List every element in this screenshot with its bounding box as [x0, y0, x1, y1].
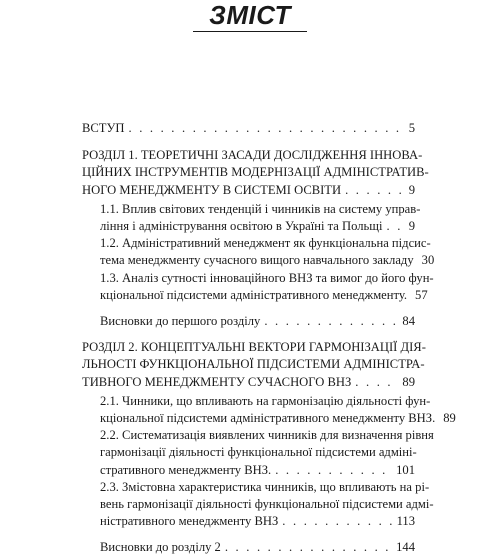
toc-entry-section-1-1[interactable]: [82, 201, 421, 235]
dot-leader: [345, 182, 405, 199]
toc-page-number: 5: [408, 121, 415, 135]
dot-leader: [282, 513, 392, 530]
toc-entry-text: тема менеджменту сучасного вищого навчального закладу: [100, 253, 414, 268]
toc-entry-text: кціональної підсистеми адміністративного менеджменту ВНЗ.: [100, 411, 436, 426]
toc-page-number: 101: [396, 462, 415, 477]
dot-leader: [225, 539, 392, 556]
dot-leader: [264, 313, 398, 330]
toc-entry-text: 1.3. Аналіз сутності інноваційного ВНЗ та вимог до його фун-: [100, 270, 434, 285]
toc-entry-text: стративного менеджменту ВНЗ.: [100, 462, 272, 477]
toc-entry-text: 1.1. Вплив світових тенденцій і чинників на систему управ-: [100, 201, 421, 216]
toc-entry-text: 2.3. Змістовна характеристика чинників, що впливають на рі-: [100, 479, 430, 494]
toc-entry-text: ВСТУП: [82, 121, 125, 135]
toc-page-number: 30: [421, 253, 435, 268]
dot-leader: [129, 120, 405, 137]
toc-page-number: 89: [402, 374, 415, 389]
toc-entry-text: Висновки до першого розділу: [100, 314, 261, 329]
toc-entry-text: ЛЬНОСТІ ФУНКЦІОНАЛЬНОЇ ПІДСИСТЕМИ АДМІНІСТРА-: [82, 357, 425, 372]
title-underline: [193, 31, 307, 32]
toc-entry-text: 1.2. Адміністративний менеджмент як функціональна підсис-: [100, 236, 431, 251]
toc-entry-section-2-2[interactable]: [82, 427, 434, 479]
toc-entry-text: 2.1. Чинники, що впливають на гармонізацію діяльності фун-: [100, 393, 431, 408]
dot-leader: [275, 462, 392, 479]
toc-entry-section-2-3[interactable]: [82, 479, 434, 531]
dot-leader: [355, 374, 398, 391]
toc-entry-section-2-1[interactable]: [82, 393, 456, 427]
toc-entry-text: Висновки до розділу 2: [100, 540, 221, 555]
toc-page-number: 57: [415, 287, 428, 302]
toc-entry-chapter-1[interactable]: [82, 147, 429, 199]
page-title: ЗМІСТ: [209, 0, 291, 30]
dot-leader: [387, 218, 405, 235]
toc-entry-conclusions-2[interactable]: [82, 539, 415, 556]
toc-entry-chapter-2[interactable]: [82, 339, 426, 391]
toc-entry-text: кціональної підсистеми адміністративного менеджменту.: [100, 287, 408, 302]
toc-entry-text: ЦІЙНИХ ІНСТРУМЕНТІВ МОДЕРНІЗАЦІЇ АДМІНІСТРАТИВ-: [82, 165, 429, 180]
table-of-contents: [82, 120, 456, 557]
toc-entry-section-1-2[interactable]: [82, 235, 435, 269]
toc-entry-conclusions-1[interactable]: [82, 313, 415, 330]
toc-page-number: 113: [396, 514, 415, 529]
toc-entry-text: РОЗДІЛ 1. ТЕОРЕТИЧНІ ЗАСАДИ ДОСЛІДЖЕННЯ ІННОВА-: [82, 148, 423, 163]
toc-page-number: 9: [408, 219, 415, 234]
toc-entry-text: ТИВНОГО МЕНЕДЖМЕНТУ СУЧАСНОГО ВНЗ: [82, 374, 352, 389]
toc-entry-text: РОЗДІЛ 2. КОНЦЕПТУАЛЬНІ ВЕКТОРИ ГАРМОНІЗАЦІЇ ДІЯ-: [82, 340, 426, 355]
toc-entry-text: ління і адміністрування освітою в Україні та Польщі: [100, 219, 383, 234]
toc-entry-text: гармонізації діяльності функціональної підсистеми адміні-: [100, 445, 417, 460]
toc-entry-text: НОГО МЕНЕДЖМЕНТУ В СИСТЕМІ ОСВІТИ: [82, 182, 342, 197]
toc-entry-text: ністративного менеджменту ВНЗ: [100, 514, 279, 529]
toc-page-number: 89: [443, 411, 456, 426]
toc-page-number: 144: [396, 540, 415, 555]
toc-entry-intro[interactable]: [82, 120, 415, 137]
toc-entry-text: 2.2. Систематизація виявлених чинників для визначення рівня: [100, 428, 434, 443]
toc-page-number: 9: [408, 182, 415, 197]
toc-entry-text: вень гармонізації діяльності функціональної підсистеми адмі-: [100, 497, 434, 512]
toc-page-number: 84: [402, 314, 415, 329]
toc-entry-section-1-3[interactable]: [82, 270, 434, 304]
